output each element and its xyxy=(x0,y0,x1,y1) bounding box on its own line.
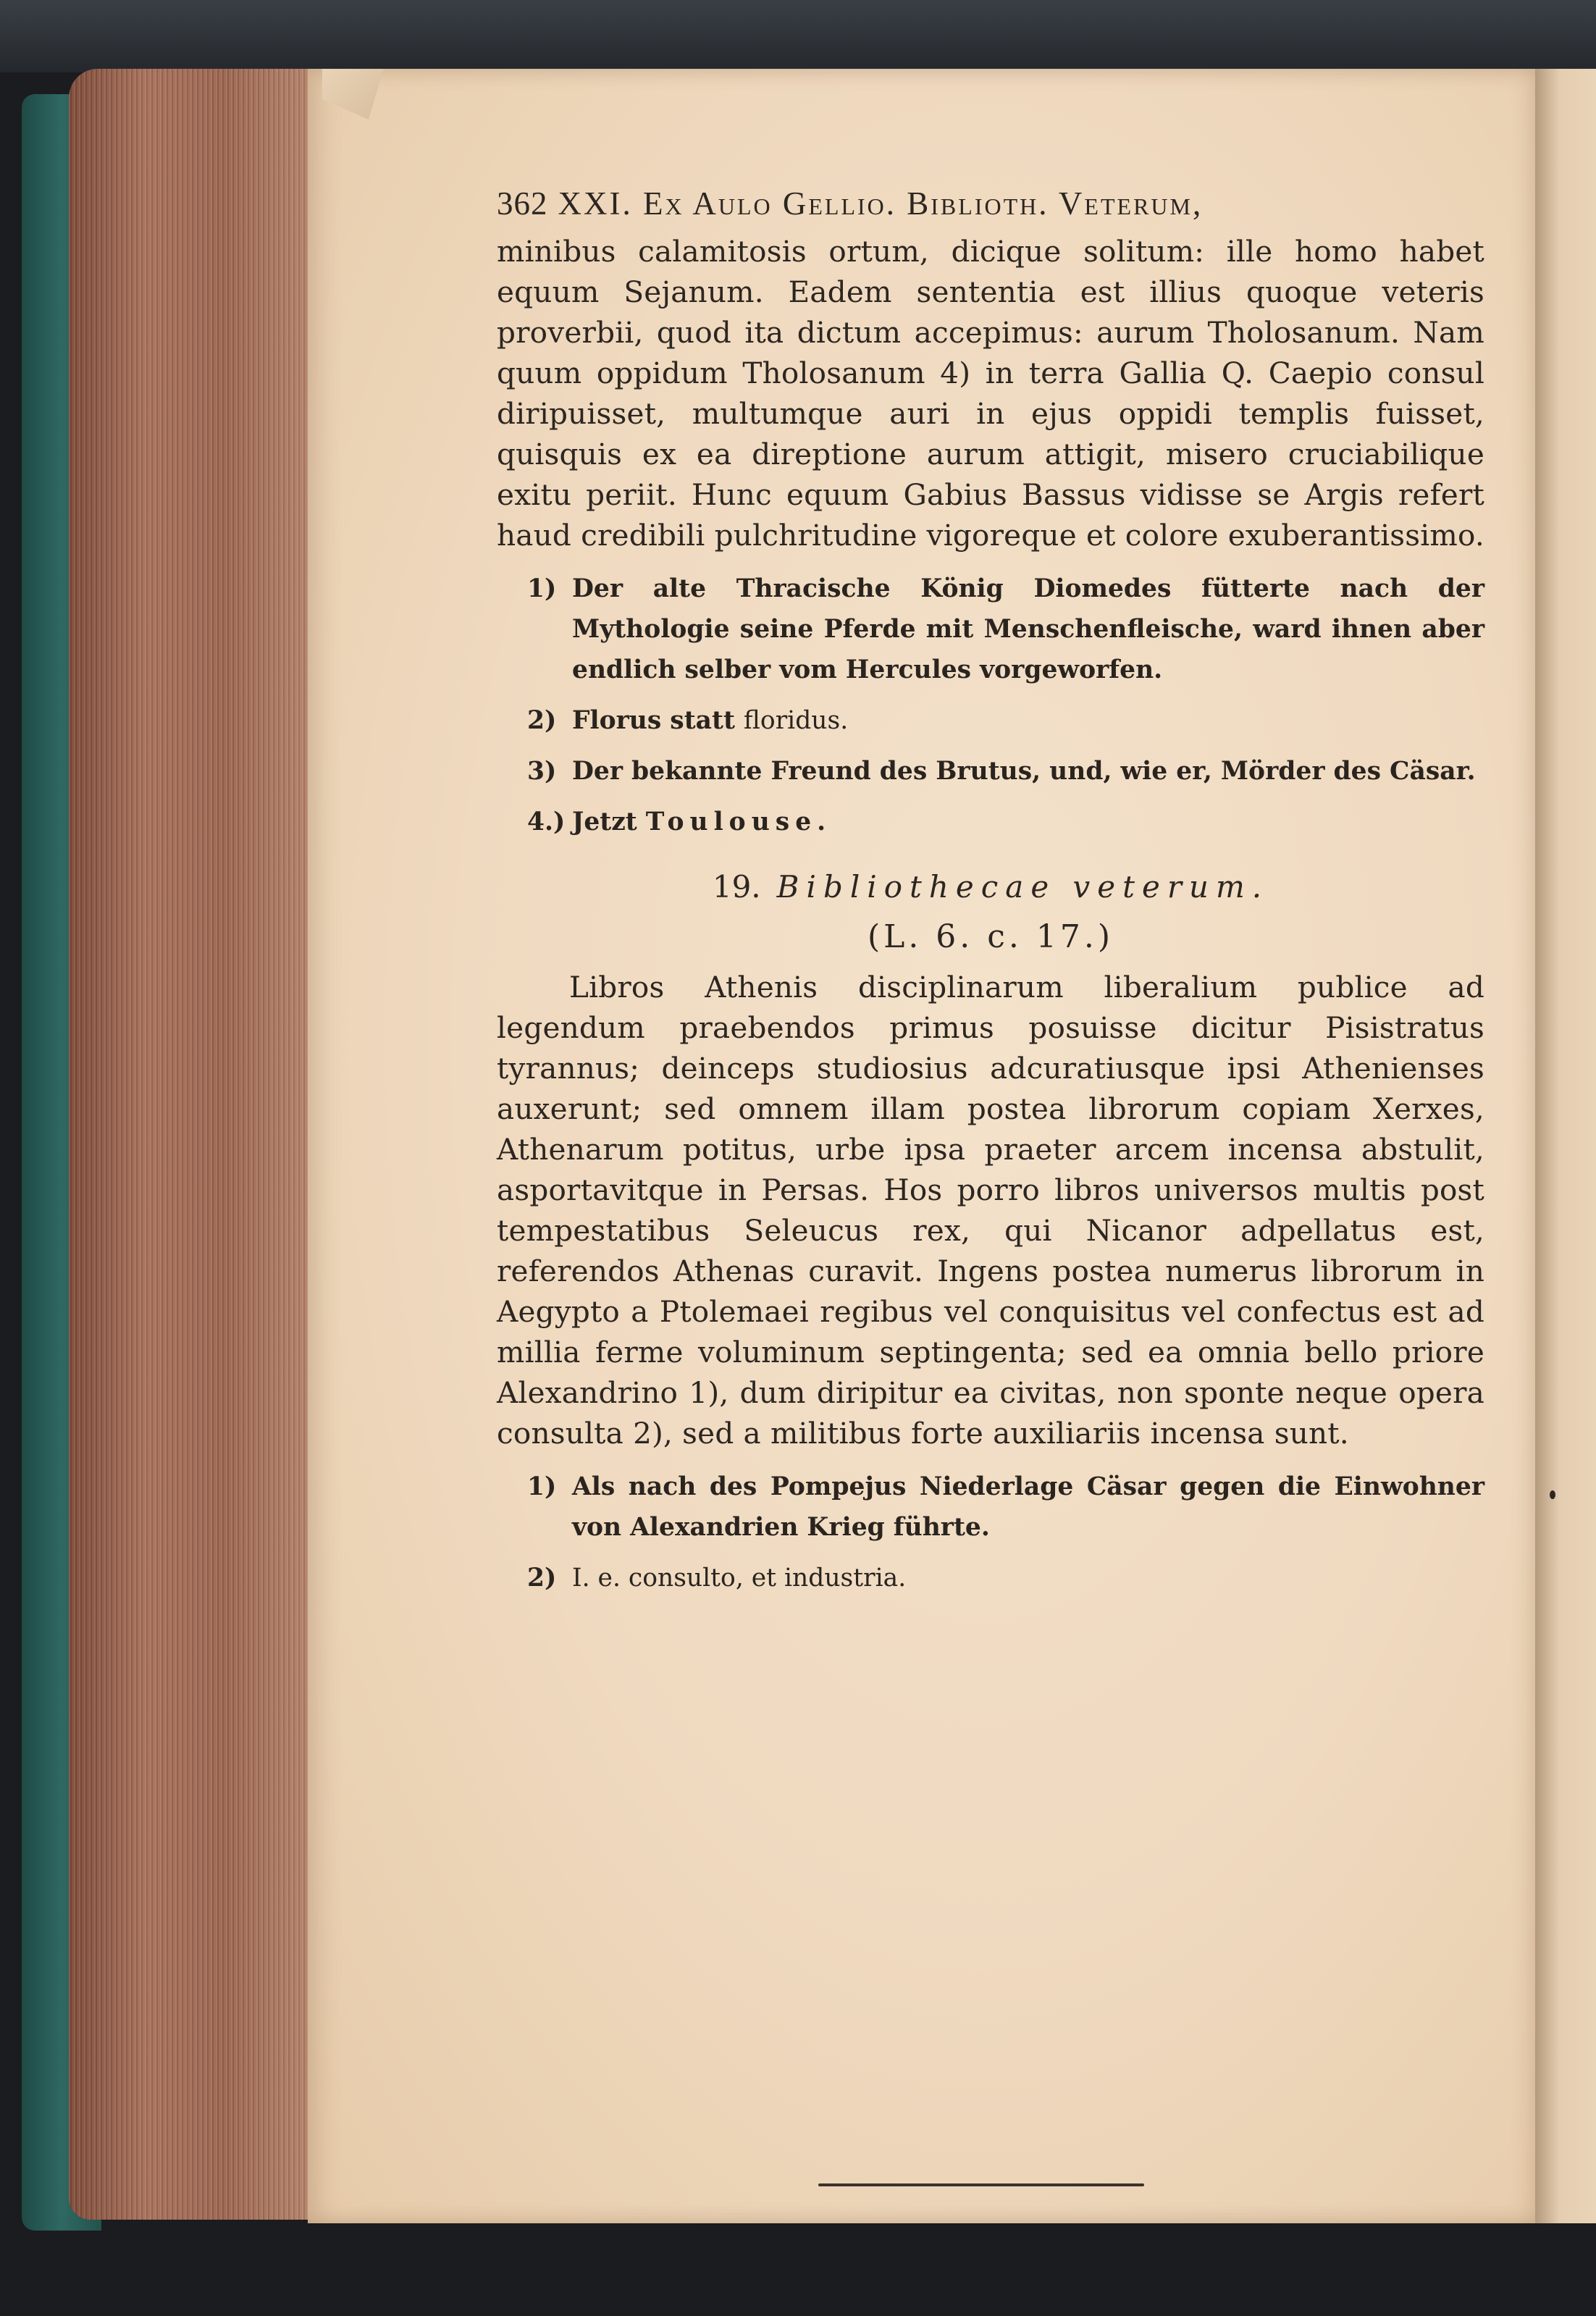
adjacent-page-edge xyxy=(1535,69,1596,2223)
footnote-number: 3) xyxy=(527,757,557,786)
footnote xyxy=(527,802,1484,842)
footnote-number: 1) xyxy=(527,1472,557,1501)
running-head xyxy=(497,185,1484,222)
footnote xyxy=(527,751,1484,792)
footnote-latin: I. e. consulto, et industria. xyxy=(572,1564,907,1593)
page-content xyxy=(497,185,1484,1608)
background-top xyxy=(0,0,1596,72)
footnote-text xyxy=(572,802,1484,842)
section-title-text: Bibliothecae veterum. xyxy=(776,869,1269,905)
footnote-number: 2) xyxy=(527,1564,557,1593)
section-reference: (L. 6. c. 17.) xyxy=(867,918,1114,955)
footnote-text xyxy=(572,700,1484,741)
footnote-latin: floridus. xyxy=(743,706,849,735)
footnote-german: Florus statt xyxy=(572,706,735,735)
page-number: 362 xyxy=(497,185,548,222)
footnote-text: Der bekannte Freund des Brutus, und, wie er, Mörder des Cäsar. xyxy=(572,757,1476,786)
running-head-title: XXI. Ex Aulo Gellio. Biblioth. Veterum, xyxy=(558,185,1204,222)
footnote-number: 1) xyxy=(527,574,557,603)
paragraph-2: Libros Athenis disciplinarum liberalium publice ad legendum praebendos primus posuisse dicitur Pisistratus tyrannus; deinceps studiosius adcuratiusque ipsi Athenienses auxerunt; sed omnem illam postea librorum copiam Xerxes, Athenarum potitus, urbe ipsa praeter arcem incensa abstulit, asportavitque in Persas. Hos porro libros universos multis post tempestatibus Seleucus rex, qui Nicanor adpellatus est, referendos Athenas curavit. Ingens postea numerus librorum in Aegypto a Ptolemaei regibus vel conquisitus vel confectus est ad millia ferme voluminum septingenta; sed ea omnia bello priore Alexandrino 1), dum diripitur ea civitas, non sponte neque opera consulta 2), sed a militibus forte auxiliariis incensa sunt. xyxy=(497,970,1484,1451)
footnote-german: Jetzt xyxy=(572,807,637,836)
footnote xyxy=(527,700,1484,741)
footnote xyxy=(527,1467,1484,1548)
footnote-number: 4.) xyxy=(527,807,566,836)
page-edges xyxy=(69,69,326,2220)
footnote xyxy=(527,568,1484,690)
paragraph-1: minibus calamitosis ortum, dicique solitum: ille homo habet equum Sejanum. Eadem sententia est illius quoque veteris proverbii, quod ita dictum accepimus: aurum Tholosanum. Nam quum oppidum Tholosanum 4) in terra Gallia Q. Caepio consul diripuisset, multumque auri in ejus oppidi templis fuisset, quisquis ex ea direptione aurum attigit, misero cruciabilique exitu periit. Hunc equum Gabius Bassus vidisse se Argis refert haud credibili pulchritudine vigoreque et colore exuberantissimo. xyxy=(497,234,1484,553)
footnotes-1 xyxy=(527,568,1484,842)
ink-speck xyxy=(1550,1490,1555,1499)
footnote-text: Als nach des Pompejus Niederlage Cäsar gegen die Einwohner von Alexandrien Krieg führte. xyxy=(572,1472,1484,1542)
footnote-text: Der alte Thracische König Diomedes fütterte nach der Mythologie seine Pferde mit Menschenfleische, ward ihnen aber endlich selber vom Hercules vorgeworfen. xyxy=(572,574,1484,684)
footnotes-2 xyxy=(527,1467,1484,1598)
footnote-spaced-word: Toulouse. xyxy=(645,807,832,836)
section-title xyxy=(497,867,1484,907)
footnote-number: 2) xyxy=(527,706,557,735)
section-number: 19. xyxy=(712,869,761,905)
end-rule xyxy=(818,2183,1144,2186)
footnote xyxy=(527,1558,1484,1598)
